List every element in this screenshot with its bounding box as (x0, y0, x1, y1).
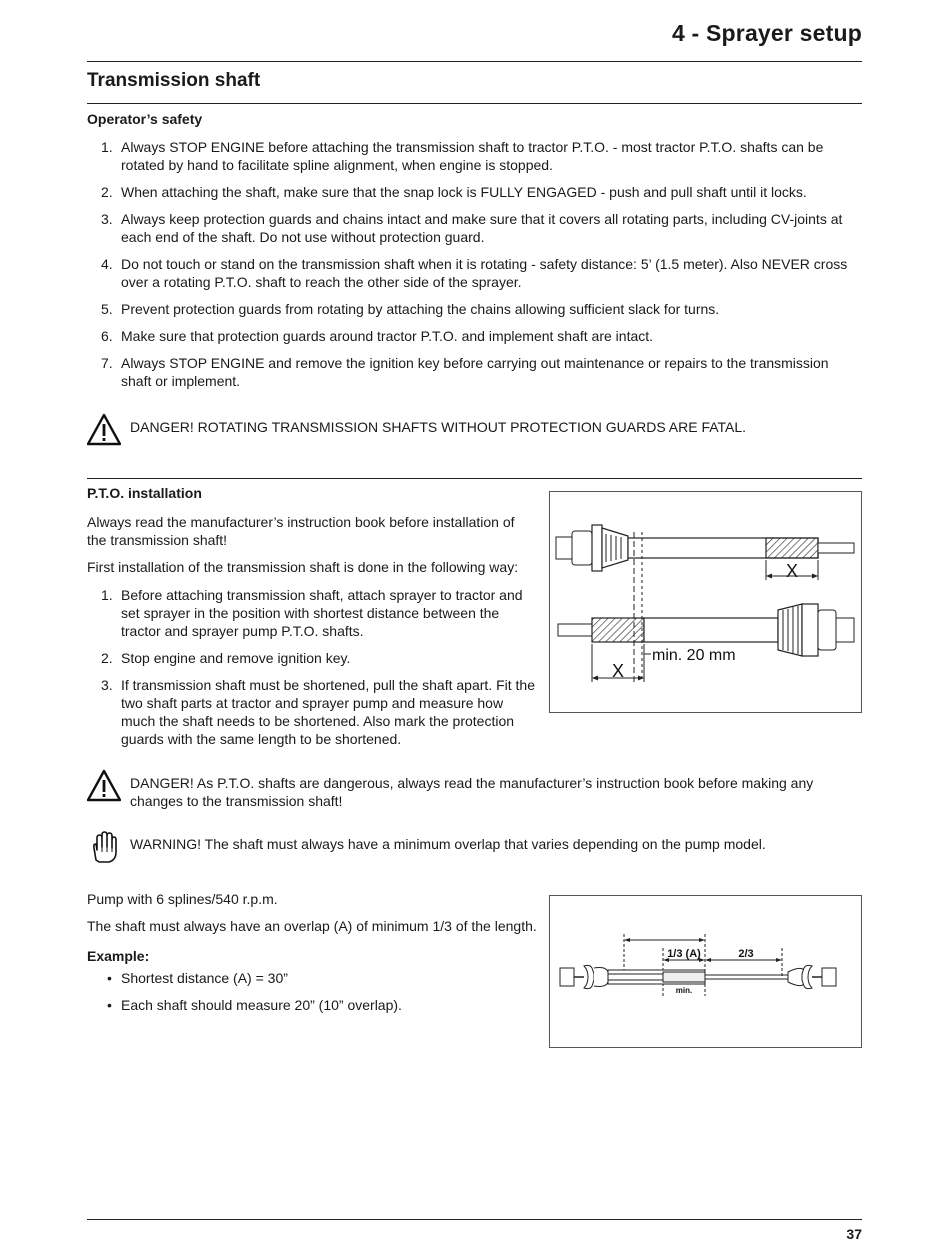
section-rule (87, 103, 862, 104)
list-marker: 7. (101, 355, 113, 371)
list-item-text: When attaching the shaft, make sure that the snap lock is FULLY ENGAGED - push and pull shaft until it locks. (121, 184, 807, 200)
list-item-text: Always STOP ENGINE before attaching the transmission shaft to tractor P.T.O. - most tractor P.T.O. shafts can be rotated by hand to facilitate spline alignment, when engine is stopped. (121, 139, 824, 173)
list-marker: 1. (101, 139, 113, 155)
list-marker: • (107, 970, 112, 986)
list-item-text: Always STOP ENGINE and remove the ignition key before carrying out maintenance or repairs to the transmission shaft or implement. (121, 355, 829, 389)
list-item-text: Before attaching transmission shaft, attach sprayer to tractor and set sprayer in the position with shortest distance between the tractor and sprayer pump P.T.O. shafts. (121, 587, 523, 639)
page-number: 37 (846, 1226, 862, 1242)
list-item-text: Make sure that protection guards around tractor P.T.O. and implement shaft are intact. (121, 328, 654, 344)
warning-text: WARNING! The shaft must always have a minimum overlap that varies depending on the pump model. (130, 836, 766, 852)
danger-triangle-icon (87, 769, 121, 803)
example-heading: Example: (87, 948, 150, 964)
one-third-label: 1/3 (A) (667, 948, 701, 960)
list-item (87, 183, 862, 201)
two-thirds-label: 2/3 (738, 948, 754, 960)
danger-text-pto: DANGER! As P.T.O. shafts are dangerous, always read the manufacturer’s instruction book before making any changes to the transmission shaft! (130, 775, 814, 809)
list-item-text: If transmission shaft must be shortened, pull the shaft apart. Fit the two shaft parts at tractor and sprayer pump and measure how much the shaft needs to be shortened. Also mark the protection guards with the same length to be shortened. (121, 677, 535, 747)
pto-intro-2: First installation of the transmission shaft is done in the following way: (87, 559, 519, 575)
list-marker: 4. (101, 256, 113, 272)
pto-shaft-diagram (550, 492, 861, 712)
list-marker: 2. (101, 184, 113, 200)
list-item (87, 327, 862, 345)
list-item-text: Do not touch or stand on the transmission shaft when it is rotating - safety distance: 5’ (1.5 meter). Also NEVER cross over a rotating P.T.O. shaft to reach the other side of the sprayer. (121, 256, 848, 290)
list-item (87, 210, 862, 246)
list-marker: 3. (101, 211, 113, 227)
list-marker: 5. (101, 301, 113, 317)
list-item (87, 354, 862, 390)
pump-info (87, 890, 547, 944)
list-item (87, 676, 539, 748)
chapter-title: 4 - Sprayer setup (671, 20, 862, 46)
pump-line-2: The shaft must always have an overlap (A) of minimum 1/3 of the length. (87, 918, 537, 934)
list-item (87, 138, 862, 174)
list-marker: 3. (101, 677, 113, 693)
list-item (87, 649, 539, 667)
manual-page (87, 0, 862, 1248)
list-marker: 2. (101, 650, 113, 666)
danger-text: DANGER! ROTATING TRANSMISSION SHAFTS WITHOUT PROTECTION GUARDS ARE FATAL. (130, 419, 747, 435)
list-marker: 1. (101, 587, 113, 603)
list-item-text: Stop engine and remove ignition key. (121, 650, 351, 666)
overlap-ratio-figure (549, 895, 862, 1048)
header-rule (87, 61, 862, 62)
list-item (87, 586, 539, 640)
warning-hand-icon (87, 830, 121, 864)
x-label-bottom: X (611, 661, 625, 681)
min-20mm-label: min. 20 mm (652, 647, 736, 664)
pto-intro-1: Always read the manufacturer’s instruction book before installation of the transmission shaft! (87, 514, 515, 548)
danger-triangle-icon (87, 413, 121, 447)
list-item (87, 300, 862, 318)
footer-rule (87, 1219, 862, 1220)
pto-overlap-figure (549, 491, 862, 713)
safety-list (87, 138, 862, 399)
list-item-text: Always keep protection guards and chains intact and make sure that it covers all rotating parts, including CV-joints at each end of the shaft. Do not use without protection guard. (121, 211, 843, 245)
bottom-shaft (558, 604, 854, 682)
list-item (87, 969, 537, 987)
operator-safety-heading: Operator’s safety (87, 111, 203, 127)
list-item-text: Each shaft should measure 20” (10” overlap). (121, 997, 402, 1013)
list-item-text: Prevent protection guards from rotating by attaching the chains allowing sufficient slack for turns. (121, 301, 720, 317)
pto-heading: P.T.O. installation (87, 485, 202, 501)
list-marker: 6. (101, 328, 113, 344)
pto-intro (87, 513, 537, 585)
top-shaft (556, 525, 854, 581)
section-divider (87, 478, 862, 479)
list-item (87, 996, 537, 1014)
list-item (87, 255, 862, 291)
pump-line-1: Pump with 6 splines/540 r.p.m. (87, 891, 278, 907)
list-item-text: Shortest distance (A) = 30” (121, 970, 288, 986)
x-label-top: X (785, 561, 799, 581)
pto-steps-list (87, 586, 539, 757)
section-title: Transmission shaft (87, 70, 261, 91)
example-list (87, 969, 537, 1023)
min-label: min. (675, 986, 693, 995)
overlap-ratio-diagram (550, 896, 861, 1047)
list-marker: • (107, 997, 112, 1013)
